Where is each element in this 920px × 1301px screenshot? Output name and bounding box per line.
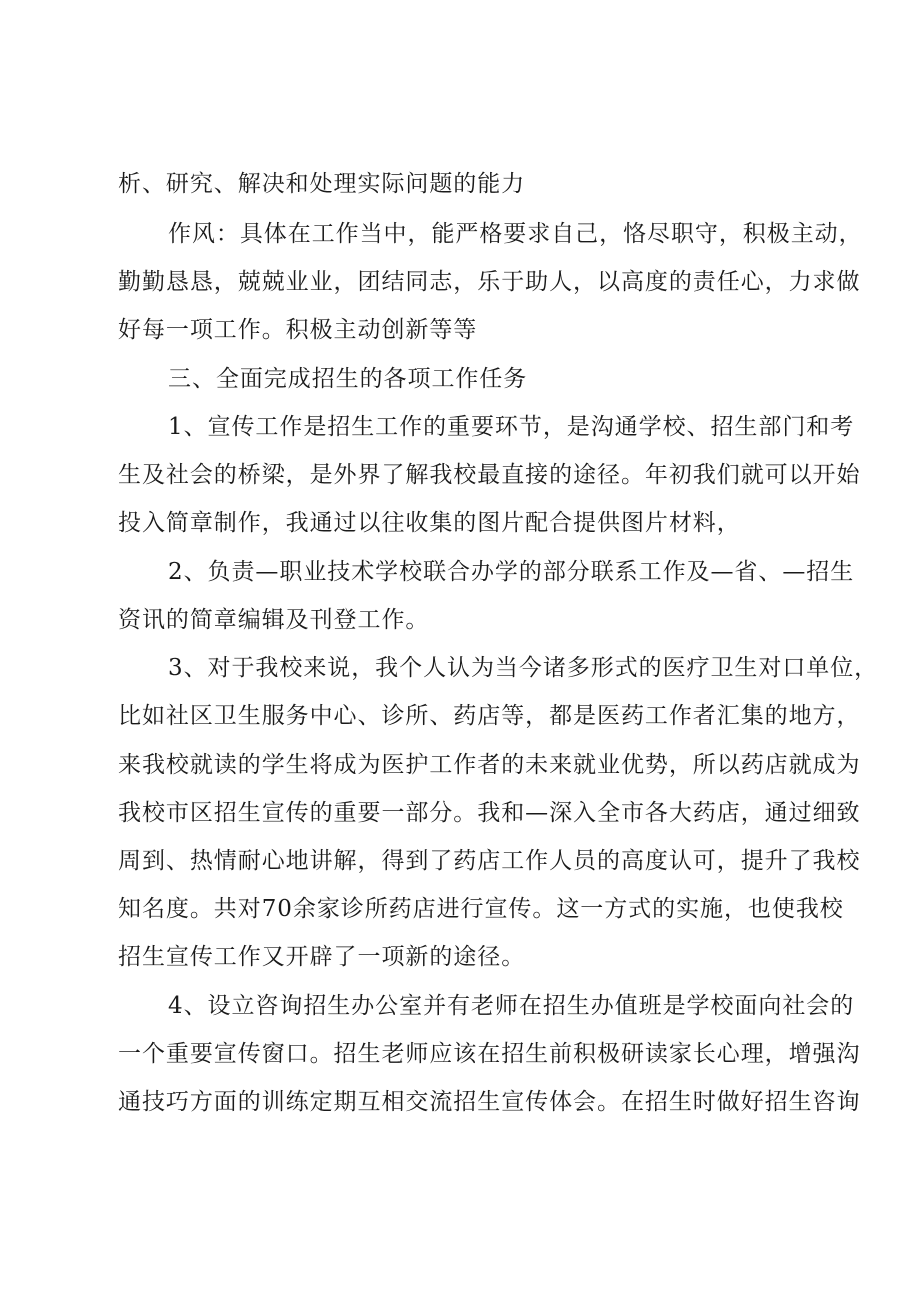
text-line: 一个重要宣传窗口。招生老师应该在招生前积极研读家长心理，增强沟 [118,1041,861,1067]
text-line: 知名度。共对70余家诊所药店进行宣传。这一方式的实施，也使我校 [118,896,844,922]
paragraph-start-line: 2、负责—职业技术学校联合办学的部分联系工作及—省、—招生 [168,559,855,585]
text-line: 来我校就读的学生将成为医护工作者的未来就业优势，所以药店就成为 [118,752,861,778]
section-heading: 三、全面完成招生的各项工作任务 [168,366,528,392]
text-line: 周到、热情耐心地讲解，得到了药店工作人员的高度认可，提升了我校 [118,848,861,874]
text-line: 生及社会的桥梁，是外界了解我校最直接的途径。年初我们就可以开始 [118,462,861,488]
text-line: 投入简章制作，我通过以往收集的图片配合提供图片材料， [118,510,741,536]
text-line: 通技巧方面的训练定期互相交流招生宣传体会。在招生时做好招生咨询 [118,1089,861,1115]
text-line: 我校市区招生宣传的重要一部分。我和—深入全市各大药店，通过细致 [118,800,861,826]
paragraph-start-line: 作风：具体在工作当中，能严格要求自己，恪尽职守，积极主动， [168,221,863,247]
text-line: 好每一项工作。积极主动创新等等 [118,317,478,343]
text-line: 资讯的简章编辑及刊登工作。 [118,607,430,633]
paragraph-start-line: 1、宣传工作是招生工作的重要环节，是沟通学校、招生部门和考 [168,414,855,440]
text-line: 析、研究、解决和处理实际问题的能力 [118,171,526,197]
paragraph-start-line: 3、对于我校来说，我个人认为当今诸多形式的医疗卫生对口单位， [168,655,879,681]
text-line: 招生宣传工作又开辟了一项新的途径。 [118,944,526,970]
text-line: 勤勤恳恳，兢兢业业，团结同志，乐于助人，以高度的责任心，力求做 [118,269,861,295]
text-line: 比如社区卫生服务中心、诊所、药店等，都是医药工作者汇集的地方， [118,703,861,729]
paragraph-start-line: 4、设立咨询招生办公室并有老师在招生办值班是学校面向社会的 [168,993,855,1019]
